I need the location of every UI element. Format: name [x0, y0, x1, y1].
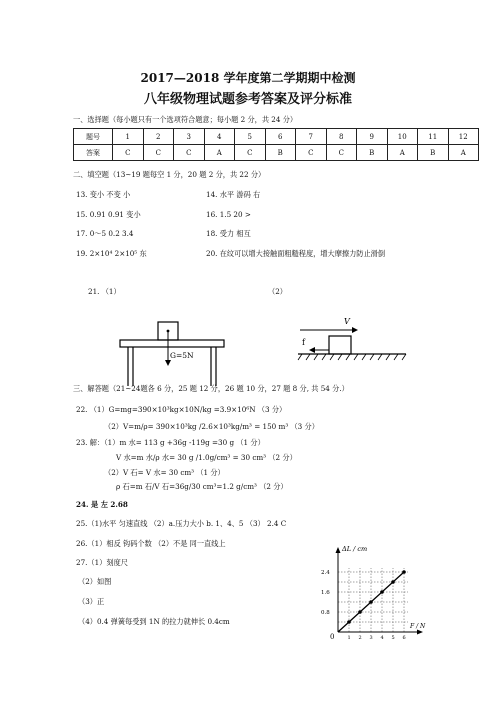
document-title: 2017—2018 学年度第二学期期中检测 — [140, 71, 356, 85]
answer-cell: C — [113, 145, 144, 161]
answer-27-1: 27.（1）刻度尺 — [76, 558, 128, 567]
section-fill-heading: 二、填空题（13~19 题每空 1 分，20 题 2 分，共 22 分） — [73, 170, 266, 179]
solution-22b: （2）V=m/ρ= 390×10³kg /2.6×10³kg/m³ = 150 m³ （3 分） — [104, 422, 319, 431]
section-solution-heading: 三、解答题（21~24题各 6 分，25 题 12 分，26 题 10 分，27 题 8 分, 共 54 分.） — [73, 384, 349, 393]
data-point — [369, 600, 373, 604]
velocity-label: V — [344, 317, 350, 326]
document-subtitle: 八年级物理试题参考答案及评分标准 — [143, 92, 352, 107]
y-tick-label: 1.6 — [321, 590, 330, 596]
answer-cell: A — [387, 145, 418, 161]
answer-cell: B — [265, 145, 296, 161]
data-point — [347, 620, 351, 624]
data-point — [391, 580, 395, 584]
x-tick-label: 6 — [402, 635, 406, 641]
data-point — [358, 610, 362, 614]
question-number: 7 — [296, 129, 327, 145]
question-number: 8 — [326, 129, 357, 145]
question-number: 3 — [174, 129, 205, 145]
solution-23d: ρ 石=m 石/V 石=36g/30 cm³=1.2 g/cm³ （2 分） — [116, 482, 288, 491]
x-tick-label: 5 — [391, 635, 395, 641]
answer-table-header-row — [74, 129, 479, 145]
x-tick-label: 2 — [358, 635, 362, 641]
y-tick-label: 0.8 — [321, 610, 330, 616]
x-tick-labels — [348, 635, 406, 641]
question-number: 10 — [387, 129, 418, 145]
x-axis-arrowhead — [417, 630, 423, 635]
friction-label: f — [302, 338, 305, 347]
friction-arrowhead — [309, 347, 315, 353]
x-tick-label: 4 — [380, 635, 384, 641]
question-number: 5 — [235, 129, 266, 145]
gravity-label: G=5N — [170, 351, 194, 360]
answer-cell: A — [448, 145, 479, 161]
answer-26: 26.（1）相反 钩码个数 （2）不是 同一直线上 — [76, 539, 226, 548]
q21-part1-label: 21. （1） — [88, 287, 121, 296]
answer-cell: C — [174, 145, 205, 161]
sliding-block — [329, 336, 351, 354]
answer-cell: C — [326, 145, 357, 161]
y-tick-labels — [321, 570, 330, 616]
table-row-label: 题号 — [74, 129, 113, 145]
answer-18: 18. 受力 相互 — [206, 229, 251, 238]
gravity-arrowhead — [165, 360, 171, 366]
question-number: 2 — [143, 129, 174, 145]
answer-27-3: （3）正 — [78, 597, 105, 606]
question-number: 1 — [113, 129, 144, 145]
solution-23c: （2）V 石= V 水= 30 cm³ （1 分） — [104, 468, 225, 477]
answer-25: 25.（1)水平 匀速直线 （2）a.压力大小 b. 1、4、5 （3） 2.4 C — [76, 519, 287, 528]
answer-cell: C — [143, 145, 174, 161]
answer-cell: B — [357, 145, 388, 161]
table-row-label: 答案 — [74, 145, 113, 161]
ground-hatching — [298, 354, 406, 360]
section-choice-heading: 一、选择题（每小题只有一个选项符合题意；每小题 2 分，共 24 分） — [73, 115, 298, 124]
origin-label: 0 — [330, 633, 335, 641]
solution-23b: V 水=m 水/ρ 水= 30 g /1.0g/cm³ = 30 cm³ （2 分） — [116, 453, 297, 462]
velocity-arrowhead — [352, 327, 358, 333]
friction-diagram — [296, 312, 416, 370]
spring-extension-graph — [318, 542, 438, 642]
answer-cell: C — [235, 145, 266, 161]
solution-22a: 22. （1）G=mg=390×10³kg×10N/kg =3.9×10⁶N （3 分） — [76, 405, 287, 414]
question-number: 9 — [357, 129, 388, 145]
x-tick-label: 1 — [347, 635, 351, 641]
x-tick-label: 3 — [369, 635, 373, 641]
solution-23a: 23. 解：（1）m 水= 113 g +36g -119g =30 g （1 分） — [76, 438, 265, 447]
answer-24: 24. 是 左 2.68 — [76, 500, 128, 509]
answer-20: 20. 在纹可以增大接触面粗糙程度，增大摩擦力防止滑倒 — [206, 249, 386, 258]
answer-table-answer-row — [74, 145, 479, 161]
answer-27-2: （2）如图 — [78, 577, 112, 586]
answer-table — [73, 128, 479, 161]
table-gravity-diagram — [118, 316, 228, 388]
answer-17: 17. 0～5 0.2 3.4 — [76, 229, 134, 238]
y-axis-arrowhead — [336, 547, 341, 553]
data-point — [380, 590, 384, 594]
y-axis-label: ΔL / cm — [342, 545, 368, 553]
question-number: 4 — [204, 129, 235, 145]
answer-cell: B — [418, 145, 449, 161]
y-tick-label: 2.4 — [321, 570, 330, 576]
q21-part2-label: （2） — [268, 287, 287, 296]
question-number: 11 — [418, 129, 449, 145]
answer-13: 13. 变小 不变 小 — [76, 190, 131, 199]
data-point — [402, 570, 406, 574]
question-number: 12 — [448, 129, 479, 145]
question-number: 6 — [265, 129, 296, 145]
answer-cell: C — [296, 145, 327, 161]
answer-14: 14. 水平 游码 右 — [206, 190, 261, 199]
x-axis-label: F / N — [410, 623, 426, 630]
answer-16: 16. 1.5 20 > — [206, 210, 251, 219]
answer-15: 15. 0.91 0.91 变小 — [76, 210, 141, 219]
answer-19: 19. 2×10⁴ 2×10⁵ 东 — [76, 249, 147, 258]
answer-27-4: （4）0.4 弹簧每受到 1N 的拉力就伸长 0.4cm — [78, 617, 230, 626]
answer-cell: A — [204, 145, 235, 161]
table-top — [120, 340, 224, 347]
